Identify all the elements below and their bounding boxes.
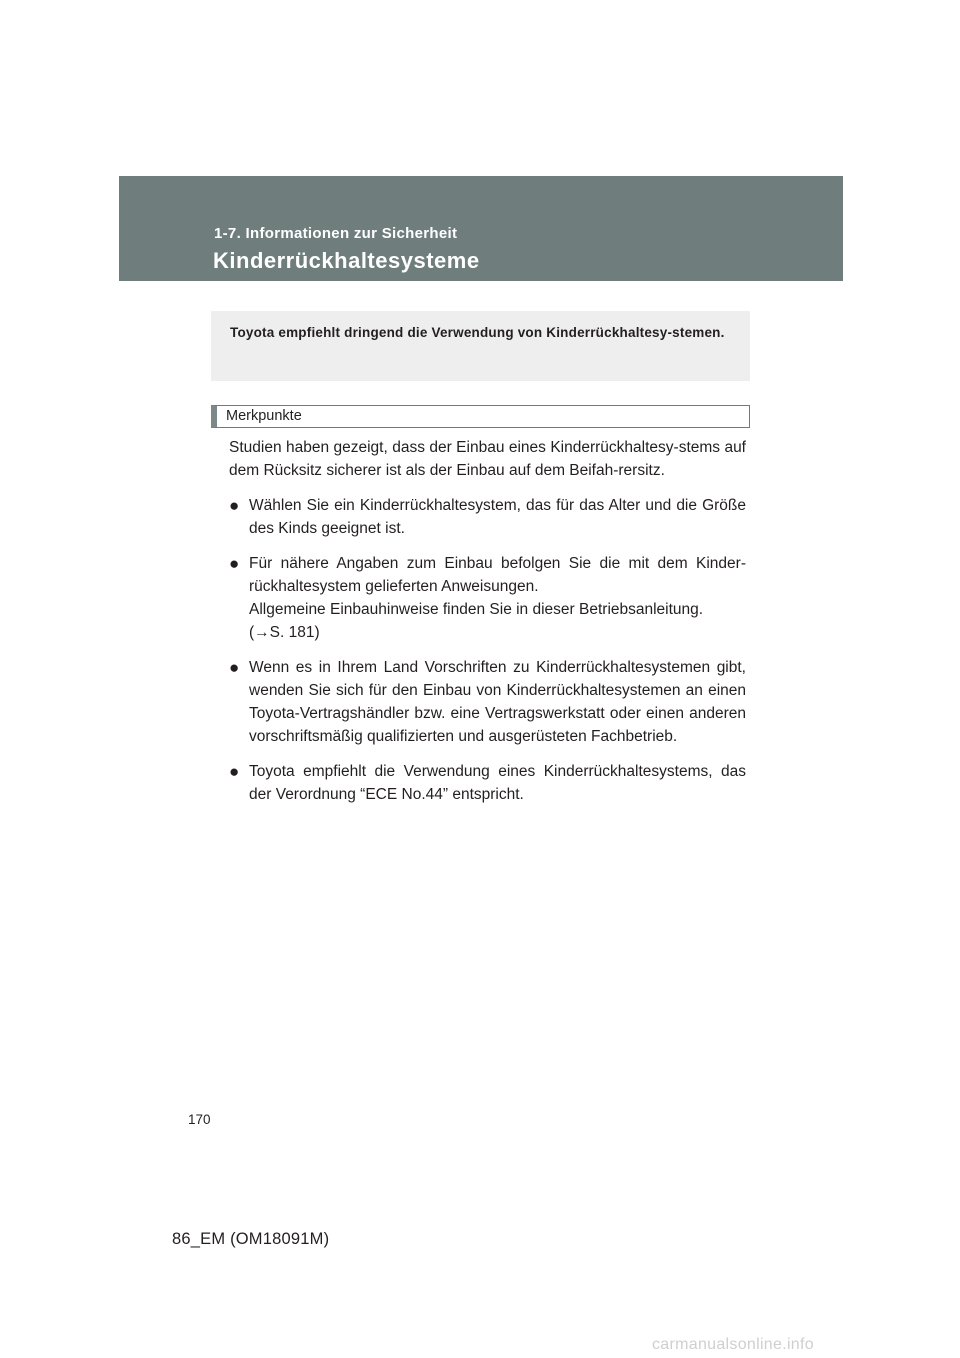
page-reference: (→S. 181): [249, 624, 320, 641]
document-code: 86_EM (OM18091M): [172, 1230, 330, 1248]
merkpunkte-heading: Merkpunkte: [211, 405, 750, 428]
merkpunkte-content: [229, 436, 746, 818]
bullet-item-1: [229, 494, 746, 540]
bullet-text: Für nähere Angaben zum Einbau befolgen Sie die mit dem Kinder-rückhaltesystem gelieferten Anweisungen.: [249, 555, 746, 595]
bullet-item-4: [229, 760, 746, 806]
watermark: carmanualsonline.info: [652, 1336, 814, 1353]
bullet-text: Toyota empfiehlt die Verwendung eines Kinderrückhaltesystems, das der Verordnung “ECE No.44” entspricht.: [249, 763, 746, 803]
merkpunkte-bullet-list: [229, 494, 746, 806]
bullet-dot-icon: ●: [229, 762, 240, 781]
intro-box: [211, 311, 750, 381]
intro-text: Toyota empfiehlt dringend die Verwendung von Kinderrückhaltesy-stemen.: [230, 325, 725, 340]
page-number: 170: [188, 1112, 211, 1127]
bullet-item-2: [229, 552, 746, 644]
bullet-dot-icon: ●: [229, 658, 240, 677]
chapter-header-band: [119, 176, 843, 281]
merkpunkte-paragraph: Studien haben gezeigt, dass der Einbau eines Kinderrückhaltesy-stems auf dem Rücksitz sicherer ist als der Einbau auf dem Beifah-rersitz.: [229, 439, 746, 479]
bullet-dot-icon: ●: [229, 496, 240, 515]
bullet-dot-icon: ●: [229, 554, 240, 573]
bullet-text-continued: Allgemeine Einbauhinweise finden Sie in dieser Betriebsanleitung.: [249, 601, 704, 618]
bullet-item-3: [229, 656, 746, 748]
bullet-text: Wenn es in Ihrem Land Vorschriften zu Kinderrückhaltesystemen gibt, wenden Sie sich für den Einbau von Kinderrückhaltesystemen an einen Toyota-Vertragshändler bzw. eine Vertragswerkstatt oder einen anderen vorschriftsmäßig qualifizierten und ausgerüsteten Fachbetrieb.: [249, 659, 746, 745]
page-title: Kinderrückhaltesysteme: [213, 248, 480, 273]
section-label: 1-7. Informationen zur Sicherheit: [214, 225, 458, 242]
bullet-text: Wählen Sie ein Kinderrückhaltesystem, das für das Alter und die Größe des Kinds geeignet ist.: [249, 497, 746, 537]
